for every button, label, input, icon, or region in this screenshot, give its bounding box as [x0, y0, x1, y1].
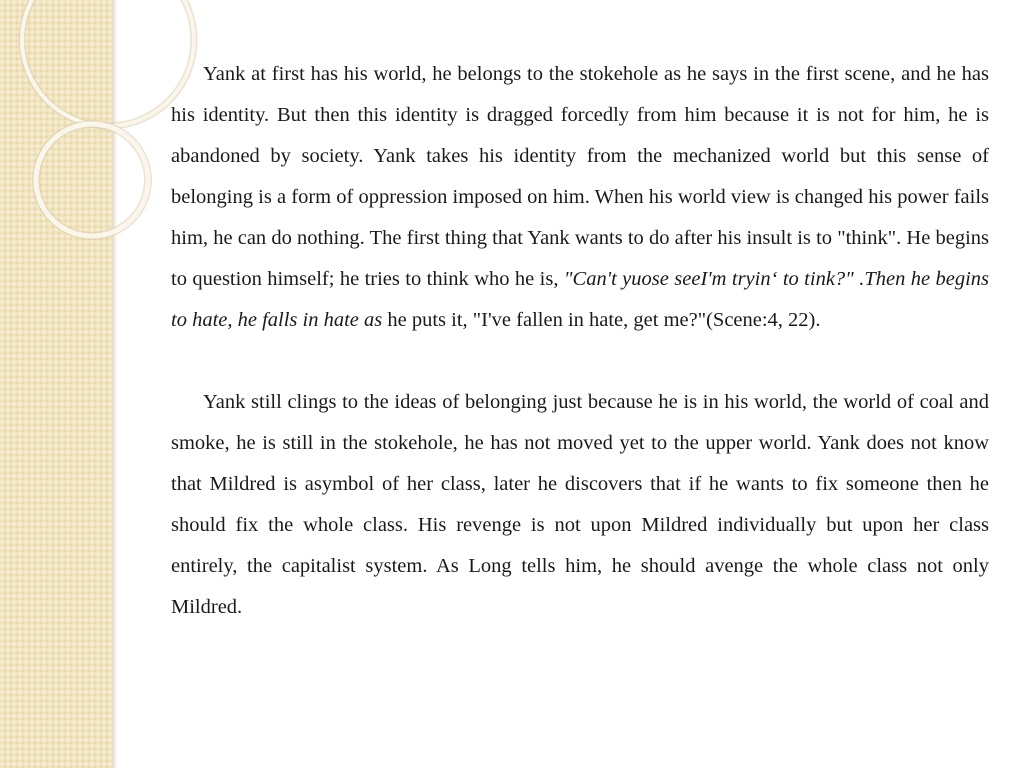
decorative-circles — [0, 0, 130, 260]
paragraph-2: Yank still clings to the ideas of belonging just because he is in his world, the world of coal and smoke, he is still in the stokehole, he has not moved yet to the upper world. Yank does not know that Mildred is asymbol of her class, later he discovers that if he wants to fix someone then he should fix the whole class. His revenge is not upon Mildred individually but upon her class entirely, the capitalist system. As Long tells him, he should avenge the whole class not only Mildred. — [171, 391, 989, 618]
body-text — [171, 54, 989, 628]
paragraph-1-text-end: he puts it, "I've fallen in hate, get me?"(Scene:4, 22). — [382, 309, 821, 331]
decorative-small-ring — [36, 124, 148, 236]
decorative-large-ring-highlight — [22, 0, 194, 126]
paragraph-1-text: Yank at first has his world, he belongs to the stokehole as he says in the first scene, and he has his identity. But then this identity is dragged forcedly from him because it is not for him, he is abandoned by society. Yank takes his identity from the mechanized world but this sense of belonging is a form of oppression imposed on him. When his world view is changed his power fails him, he can do nothing. The first thing that Yank wants to do after his insult is to "think". He begins to question himself; he tries to think who he is, — [171, 63, 989, 290]
decorative-large-ring — [22, 0, 194, 126]
paragraph-1 — [171, 54, 989, 341]
paragraph-1-quote: "Can't yuose seeI'm tryin‘ to tink?" .Then he begins to hate, he falls in hate as — [171, 268, 990, 331]
